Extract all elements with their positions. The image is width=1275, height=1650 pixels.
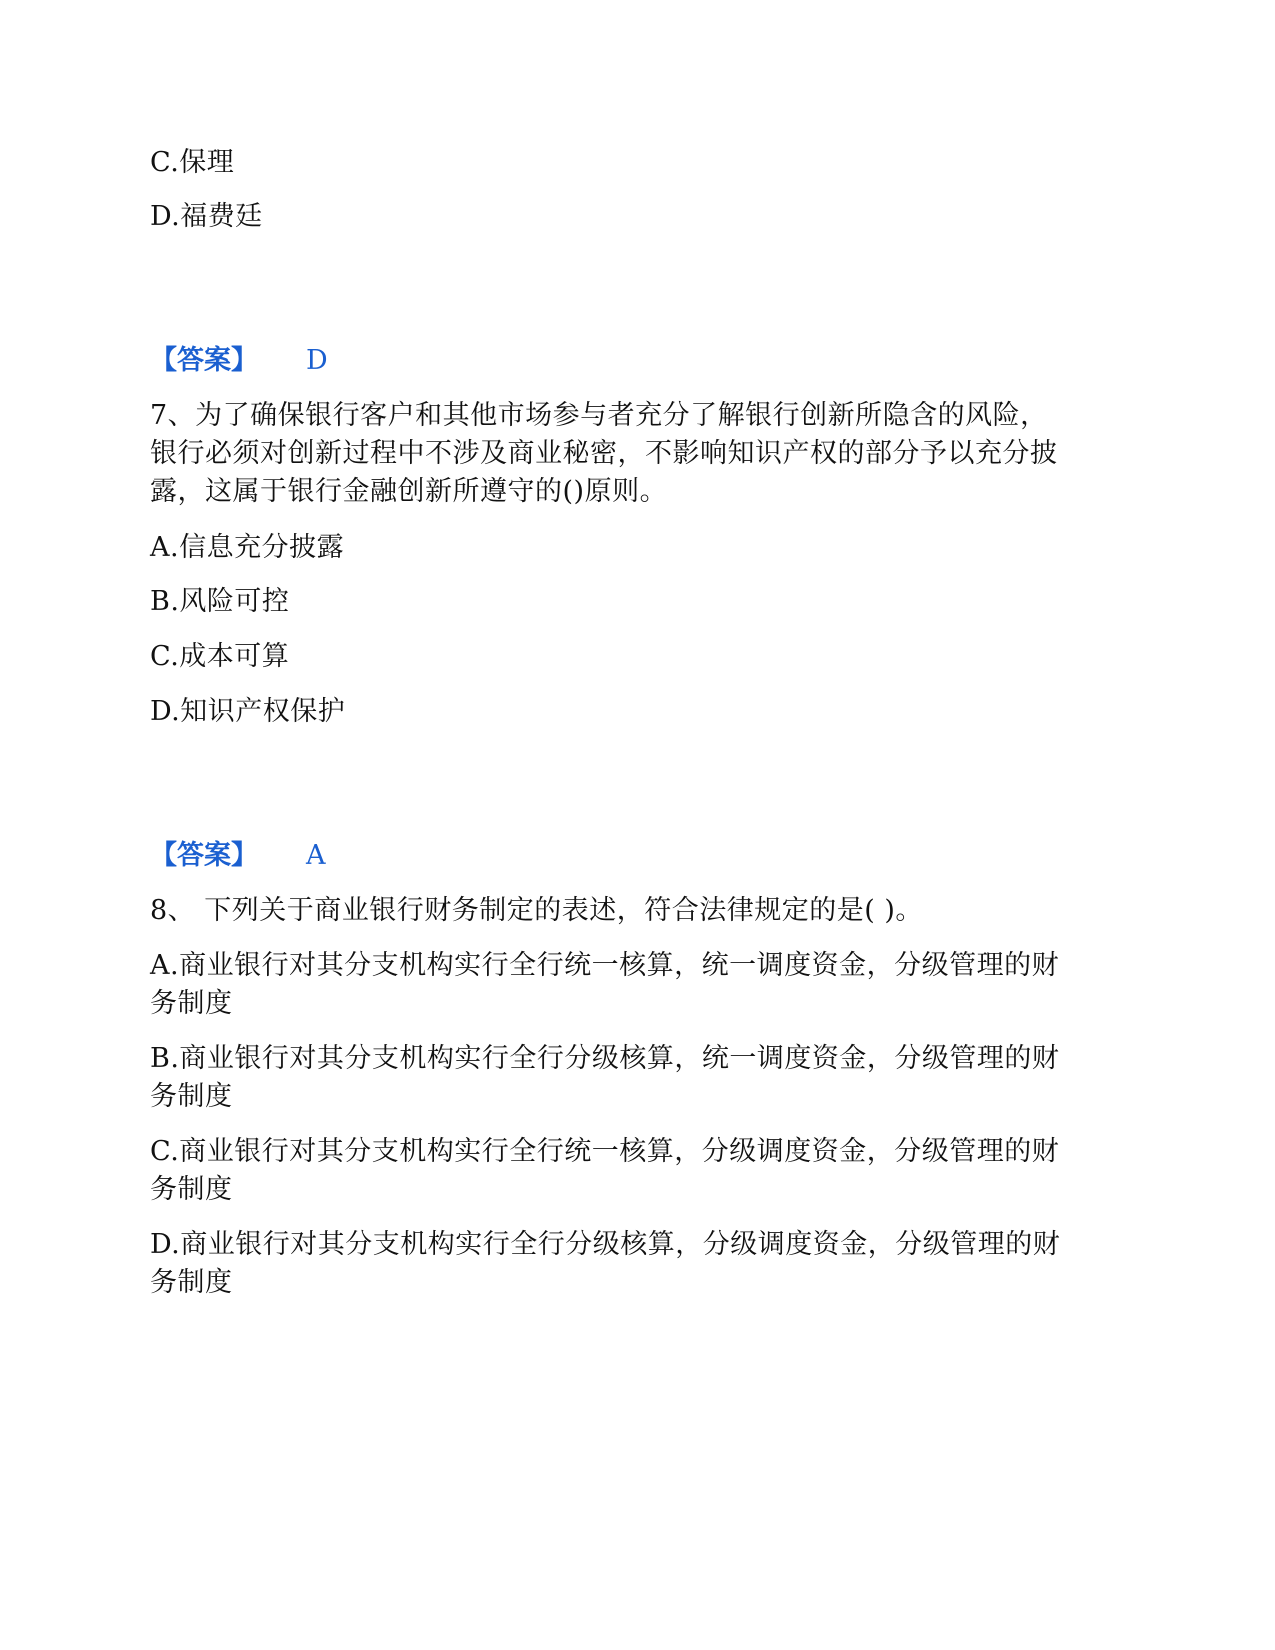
- q8-stem: 8、 下列关于商业银行财务制定的表述，符合法律规定的是( )。: [150, 895, 923, 926]
- q8-option-d-line-1: D.商业银行对其分支机构实行全行分级核算，分级调度资金，分级管理的财: [150, 1229, 1061, 1260]
- q6-option-c: C.保理: [150, 147, 235, 178]
- answer-value: A: [306, 840, 326, 871]
- q8-option-c-line-2: 务制度: [150, 1174, 233, 1205]
- answer-label: 【答案】: [150, 345, 258, 376]
- q8-option-b-line-1: B.商业银行对其分支机构实行全行分级核算，统一调度资金，分级管理的财: [150, 1043, 1060, 1074]
- answer-label: 【答案】: [150, 840, 258, 871]
- q7-option-b: B.风险可控: [150, 586, 290, 617]
- q7-answer: [150, 836, 326, 876]
- q7-stem-line-2: 银行必须对创新过程中不涉及商业秘密，不影响知识产权的部分予以充分披: [150, 438, 1058, 469]
- q8-option-d-line-2: 务制度: [150, 1267, 233, 1298]
- q8-option-a-line-2: 务制度: [150, 988, 233, 1019]
- q8-option-c-line-1: C.商业银行对其分支机构实行全行统一核算，分级调度资金，分级管理的财: [150, 1136, 1060, 1167]
- q6-answer: [150, 341, 328, 381]
- q7-stem-line-1: 7、为了确保银行客户和其他市场参与者充分了解银行创新所隐含的风险，: [150, 400, 1048, 431]
- answer-value: D: [306, 345, 328, 376]
- q7-option-a: A.信息充分披露: [150, 532, 345, 563]
- q7-option-d: D.知识产权保护: [150, 696, 346, 727]
- q8-option-a-line-1: A.商业银行对其分支机构实行全行统一核算，统一调度资金，分级管理的财: [150, 950, 1060, 981]
- q6-option-d: D.福费廷: [150, 201, 263, 232]
- q7-option-c: C.成本可算: [150, 641, 290, 672]
- q7-stem-line-3: 露，这属于银行金融创新所遵守的()原则。: [150, 476, 668, 507]
- q8-option-b-line-2: 务制度: [150, 1081, 233, 1112]
